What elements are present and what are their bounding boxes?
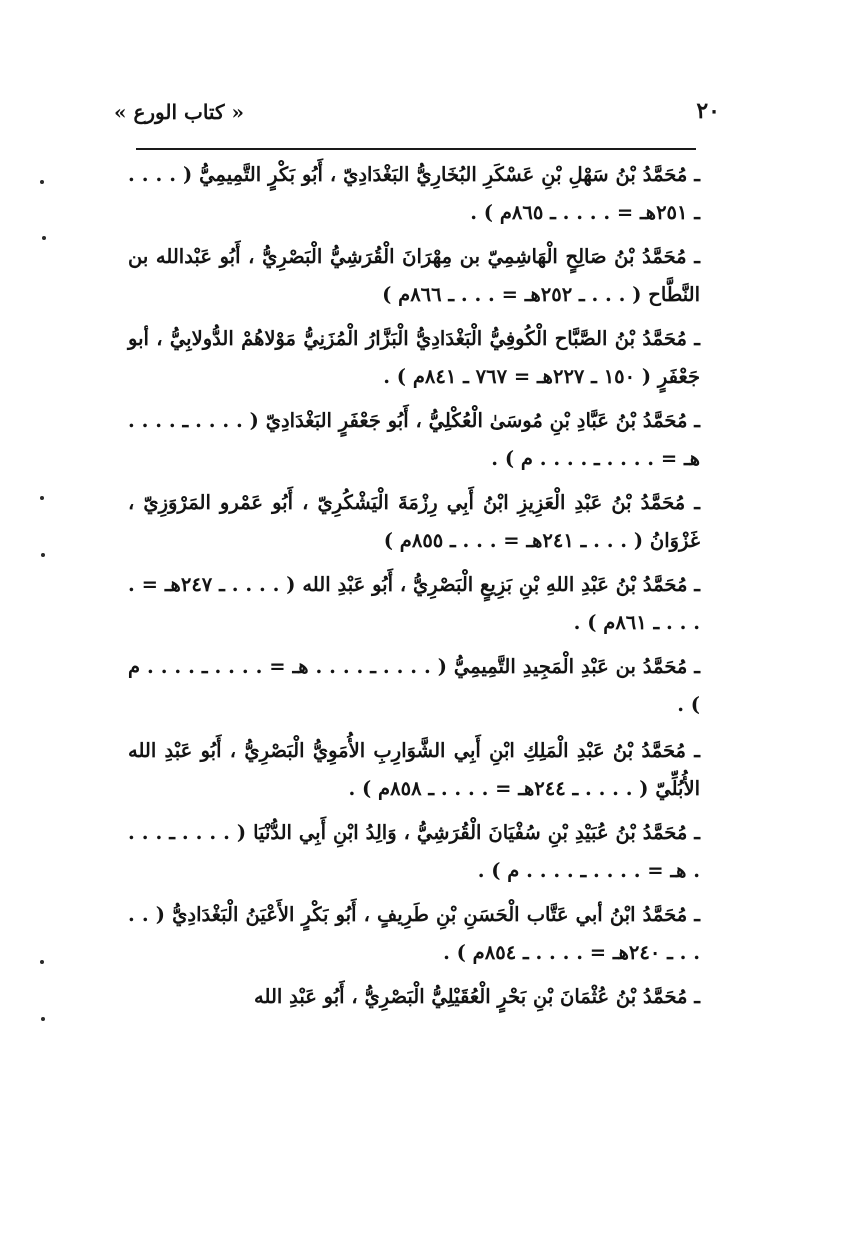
margin-speck bbox=[40, 180, 44, 184]
biography-entry: ـ مُحَمَّدُ بْنُ عَبْدِ اللهِ بْنِ بَزِيعٍ الْبَصْرِيُّ ، أَبُو عَبْدِ الله ( . . . . ـ ٢٤٧هـ = . . . . ـ ٨٦١م ) . bbox=[128, 573, 700, 634]
page-header bbox=[100, 86, 720, 140]
biography-entry: ـ مُحَمَّدُ بْنُ الصَّبَّاح الْكُوفِيُّ الْبَغْدَادِيُّ الْبَزَّارُ الْمُزَنِيُّ مَوْلاهُمْ الدُّولابِيُّ ، أبو جَعْفَرٍ ( ١٥٠ ـ ٢٢٧هـ = ٧٦٧ ـ ٨٤١م ) . bbox=[128, 327, 700, 388]
biography-entry: ـ مُحَمَّدُ بْنُ عَبْدِ الْعَزِيزِ ابْنُ أَبِي رِزْمَةَ الْيَشْكُرِيّ ، أَبُو عَمْرو المَرْوَزِيّ ، غَزْوَانُ ( . . . ـ ٢٤١هـ = . . . ـ ٨٥٥م ) bbox=[128, 491, 700, 552]
biography-entry: ـ مُحَمَّدُ بْنُ عُثْمَانَ بْنِ بَحْرٍ الْعُقَيْلِيُّ الْبَصْرِيُّ ، أَبُو عَبْدِ الله bbox=[254, 985, 700, 1008]
page-number: ٢٠ bbox=[696, 98, 720, 124]
running-title: « كتاب الورع » bbox=[114, 100, 244, 124]
margin-speck bbox=[41, 1017, 45, 1021]
biography-entry: ـ مُحَمَّدُ بن عَبْدِ الْمَجِيدِ التَّمِيمِيُّ ( . . . . ـ . . . . هـ = . . . . ـ . . . . م ) . bbox=[128, 655, 700, 716]
biography-entry: ـ مُحَمَّدُ بْنُ صَالِحٍ الْهَاشِمِيّ بن مِهْرَانَ الْقُرَشِيُّ الْبَصْرِيُّ ، أَبُو عَبْدالله بن النَّطَّاح ( . . . ـ ٢٥٢هـ = . . . ـ ٨٦٦م ) bbox=[128, 245, 700, 306]
biography-list bbox=[128, 156, 700, 1024]
margin-speck bbox=[40, 496, 44, 500]
margin-speck bbox=[41, 553, 45, 557]
biography-entry: ـ مُحَمَّدُ بْنُ سَهْلِ بْنِ عَسْكَرِ البُخَارِيُّ البَغْدَادِيّ ، أَبُو بَكْرٍ التَّمِيمِيُّ ( . . . . ـ ٢٥١هـ = . . . . ـ ٨٦٥م ) . bbox=[128, 163, 700, 224]
margin-speck bbox=[40, 960, 44, 964]
biography-entry: ـ مُحَمَّدُ ابْنُ أبي عَتَّاب الْحَسَنِ بْنِ طَرِيفٍ ، أَبُو بَكْرٍ الأَعْيَنُ الْبَغْدَادِيُّ ( . . . . ـ ٢٤٠هـ = . . . . ـ ٨٥٤م ) . bbox=[128, 903, 700, 964]
biography-entry: ـ مُحَمَّدُ بْنُ عَبَّادِ بْنِ مُوسَىٰ الْعُكْلِيُّ ، أَبُو جَعْفَرٍ البَغْدَادِيّ ( . . . . ـ . . . . هـ = . . . . ـ . . . . م ) . bbox=[128, 409, 700, 470]
biography-entry: ـ مُحَمَّدُ بْنُ عُبَيْدِ بْنِ سُفْيَانَ الْقُرَشِيُّ ، وَالِدُ ابْنِ أَبِي الدُّنْيَا ( . . . . ـ . . . . هـ = . . . . ـ . . . . م ) . bbox=[128, 821, 700, 882]
biography-entry: ـ مُحَمَّدُ بْنُ عَبْدِ الْمَلِكِ ابْنِ أَبِي الشَّوَارِبِ الأُمَوِيُّ الْبَصْرِيُّ ، أَبُو عَبْدِ الله الأُبُلِّيّ ( . . . . ـ ٢٤٤هـ = . . . . ـ ٨٥٨م ) . bbox=[128, 739, 700, 800]
header-rule bbox=[136, 148, 696, 150]
margin-speck bbox=[42, 236, 46, 240]
